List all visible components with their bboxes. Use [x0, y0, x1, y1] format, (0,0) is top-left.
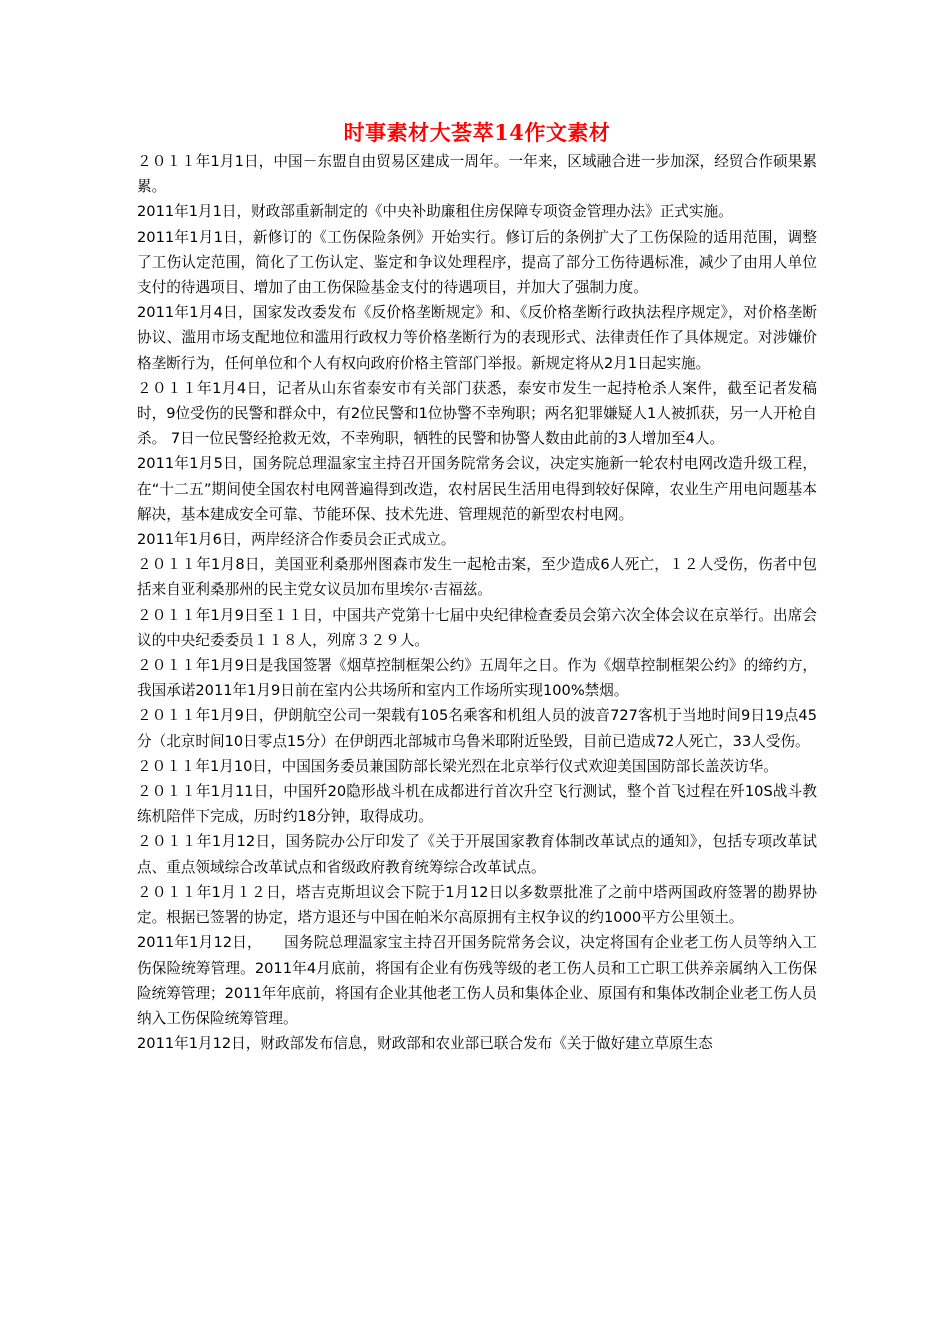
paragraph: ２０１１年1月１２日，塔吉克斯坦议会下院于1月12日以多数票批准了之前中塔两国政府签署的勘界协定。根据已签署的协定，塔方退还与中国在帕米尔高原拥有主权争议的约1000平方公里领土。 — [137, 883, 817, 927]
document-page — [137, 118, 817, 1056]
paragraph: 2011年1月1日，新修订的《工伤保险条例》开始实行。修订后的条例扩大了工伤保险的适用范围，调整了工伤认定范围，简化了工伤认定、鉴定和争议处理程序，提高了部分工伤待遇标准，减少了由用人单位支付的待遇项目、增加了由工伤保险基金支付的待遇项目，并加大了强制力度。 — [137, 228, 817, 297]
paragraph: 2011年1月6日，两岸经济合作委员会正式成立。 — [137, 531, 456, 549]
paragraph: 2011年1月5日，国务院总理温家宝主持召开国务院常务会议，决定实施新一轮农村电网改造升级工程，在“十二五”期间使全国农村电网普遍得到改造，农村居民生活用电得到较好保障，农业生产用电问题基本解决，基本建成安全可靠、节能环保、技术先进、管理规范的新型农村电网。 — [137, 455, 817, 523]
paragraph: ２０１１年1月9日是我国签署《烟草控制框架公约》五周年之日。作为《烟草控制框架公约》的缔约方，我国承诺2011年1月9日前在室内公共场所和室内工作场所实现100%禁烟。 — [137, 657, 817, 700]
document-body — [137, 149, 817, 1056]
paragraph: ２０１１年1月12日，国务院办公厅印发了《关于开展国家教育体制改革试点的通知》，包括专项改革试点、重点领域综合改革试点和省级政府教育统筹综合改革试点。 — [137, 833, 817, 876]
paragraph: ２０１１年1月8日，美国亚利桑那州图森市发生一起枪击案，至少造成6人死亡，１２人受伤，伤者中包括来自亚利桑那州的民主党女议员加布里埃尔·吉福兹。 — [137, 556, 817, 599]
paragraph: ２０１１年1月10日，中国国务委员兼国防部长梁光烈在北京举行仪式欢迎美国国防部长盖茨访华。 — [137, 757, 778, 775]
paragraph: ２０１１年1月9日，伊朗航空公司一架载有105名乘客和机组人员的波音727客机于当地时间9日19点45分（北京时间10日零点15分）在伊朗西北部城市乌鲁米耶附近坠毁，目前已造成72人死亡，33人受伤。 — [137, 707, 817, 750]
paragraph: 2011年1月1日，财政部重新制定的《中央补助廉租住房保障专项资金管理办法》正式实施。 — [137, 203, 733, 221]
paragraph: 2011年1月12日， 国务院总理温家宝主持召开国务院常务会议，决定将国有企业老工伤人员等纳入工伤保险统筹管理。2011年4月底前，将国有企业有伤残等级的老工伤人员和工亡职工供养亲属纳入工伤保险统筹管理；2011年年底前，将国有企业其他老工伤人员和集体企业、原国有和集体改制企业老工伤人员纳入工伤保险统筹管理。 — [137, 934, 817, 1027]
paragraph: ２０１１年1月1日，中国－东盟自由贸易区建成一周年。一年来，区域融合进一步加深，经贸合作硕果累累。 — [137, 153, 817, 196]
paragraph: 2011年1月12日，财政部发布信息，财政部和农业部已联合发布《关于做好建立草原生态 — [137, 1035, 713, 1053]
document-title: 时事素材大荟萃14作文素材 — [343, 120, 611, 145]
paragraph: ２０１１年1月9日至１１日，中国共产党第十七届中央纪律检查委员会第六次全体会议在京举行。出席会议的中央纪委委员１１８人，列席３２９人。 — [137, 606, 817, 649]
paragraph: ２０１１年1月4日，记者从山东省泰安市有关部门获悉，泰安市发生一起持枪杀人案件，截至记者发稿时，9位受伤的民警和群众中，有2位民警和1位协警不幸殉职；两名犯罪嫌疑人1人被抓获，另一人开枪自杀。 7日一位民警经抢救无效，不幸殉职，牺牲的民警和协警人数由此前的3人增加至4人。 — [137, 379, 817, 448]
paragraph: 2011年1月4日，国家发改委发布《反价格垄断规定》和、《反价格垄断行政执法程序规定》，对价格垄断协议、滥用市场支配地位和滥用行政权力等价格垄断行为的表现形式、法律责任作了具体规定。对涉嫌价格垄断行为，任何单位和个人有权向政府价格主管部门举报。新规定将从2月1日起实施。 — [137, 304, 817, 372]
paragraph: ２０１１年1月11日，中国歼20隐形战斗机在成都进行首次升空飞行测试，整个首飞过程在歼10S战斗教练机陪伴下完成，历时约18分钟，取得成功。 — [137, 783, 817, 826]
